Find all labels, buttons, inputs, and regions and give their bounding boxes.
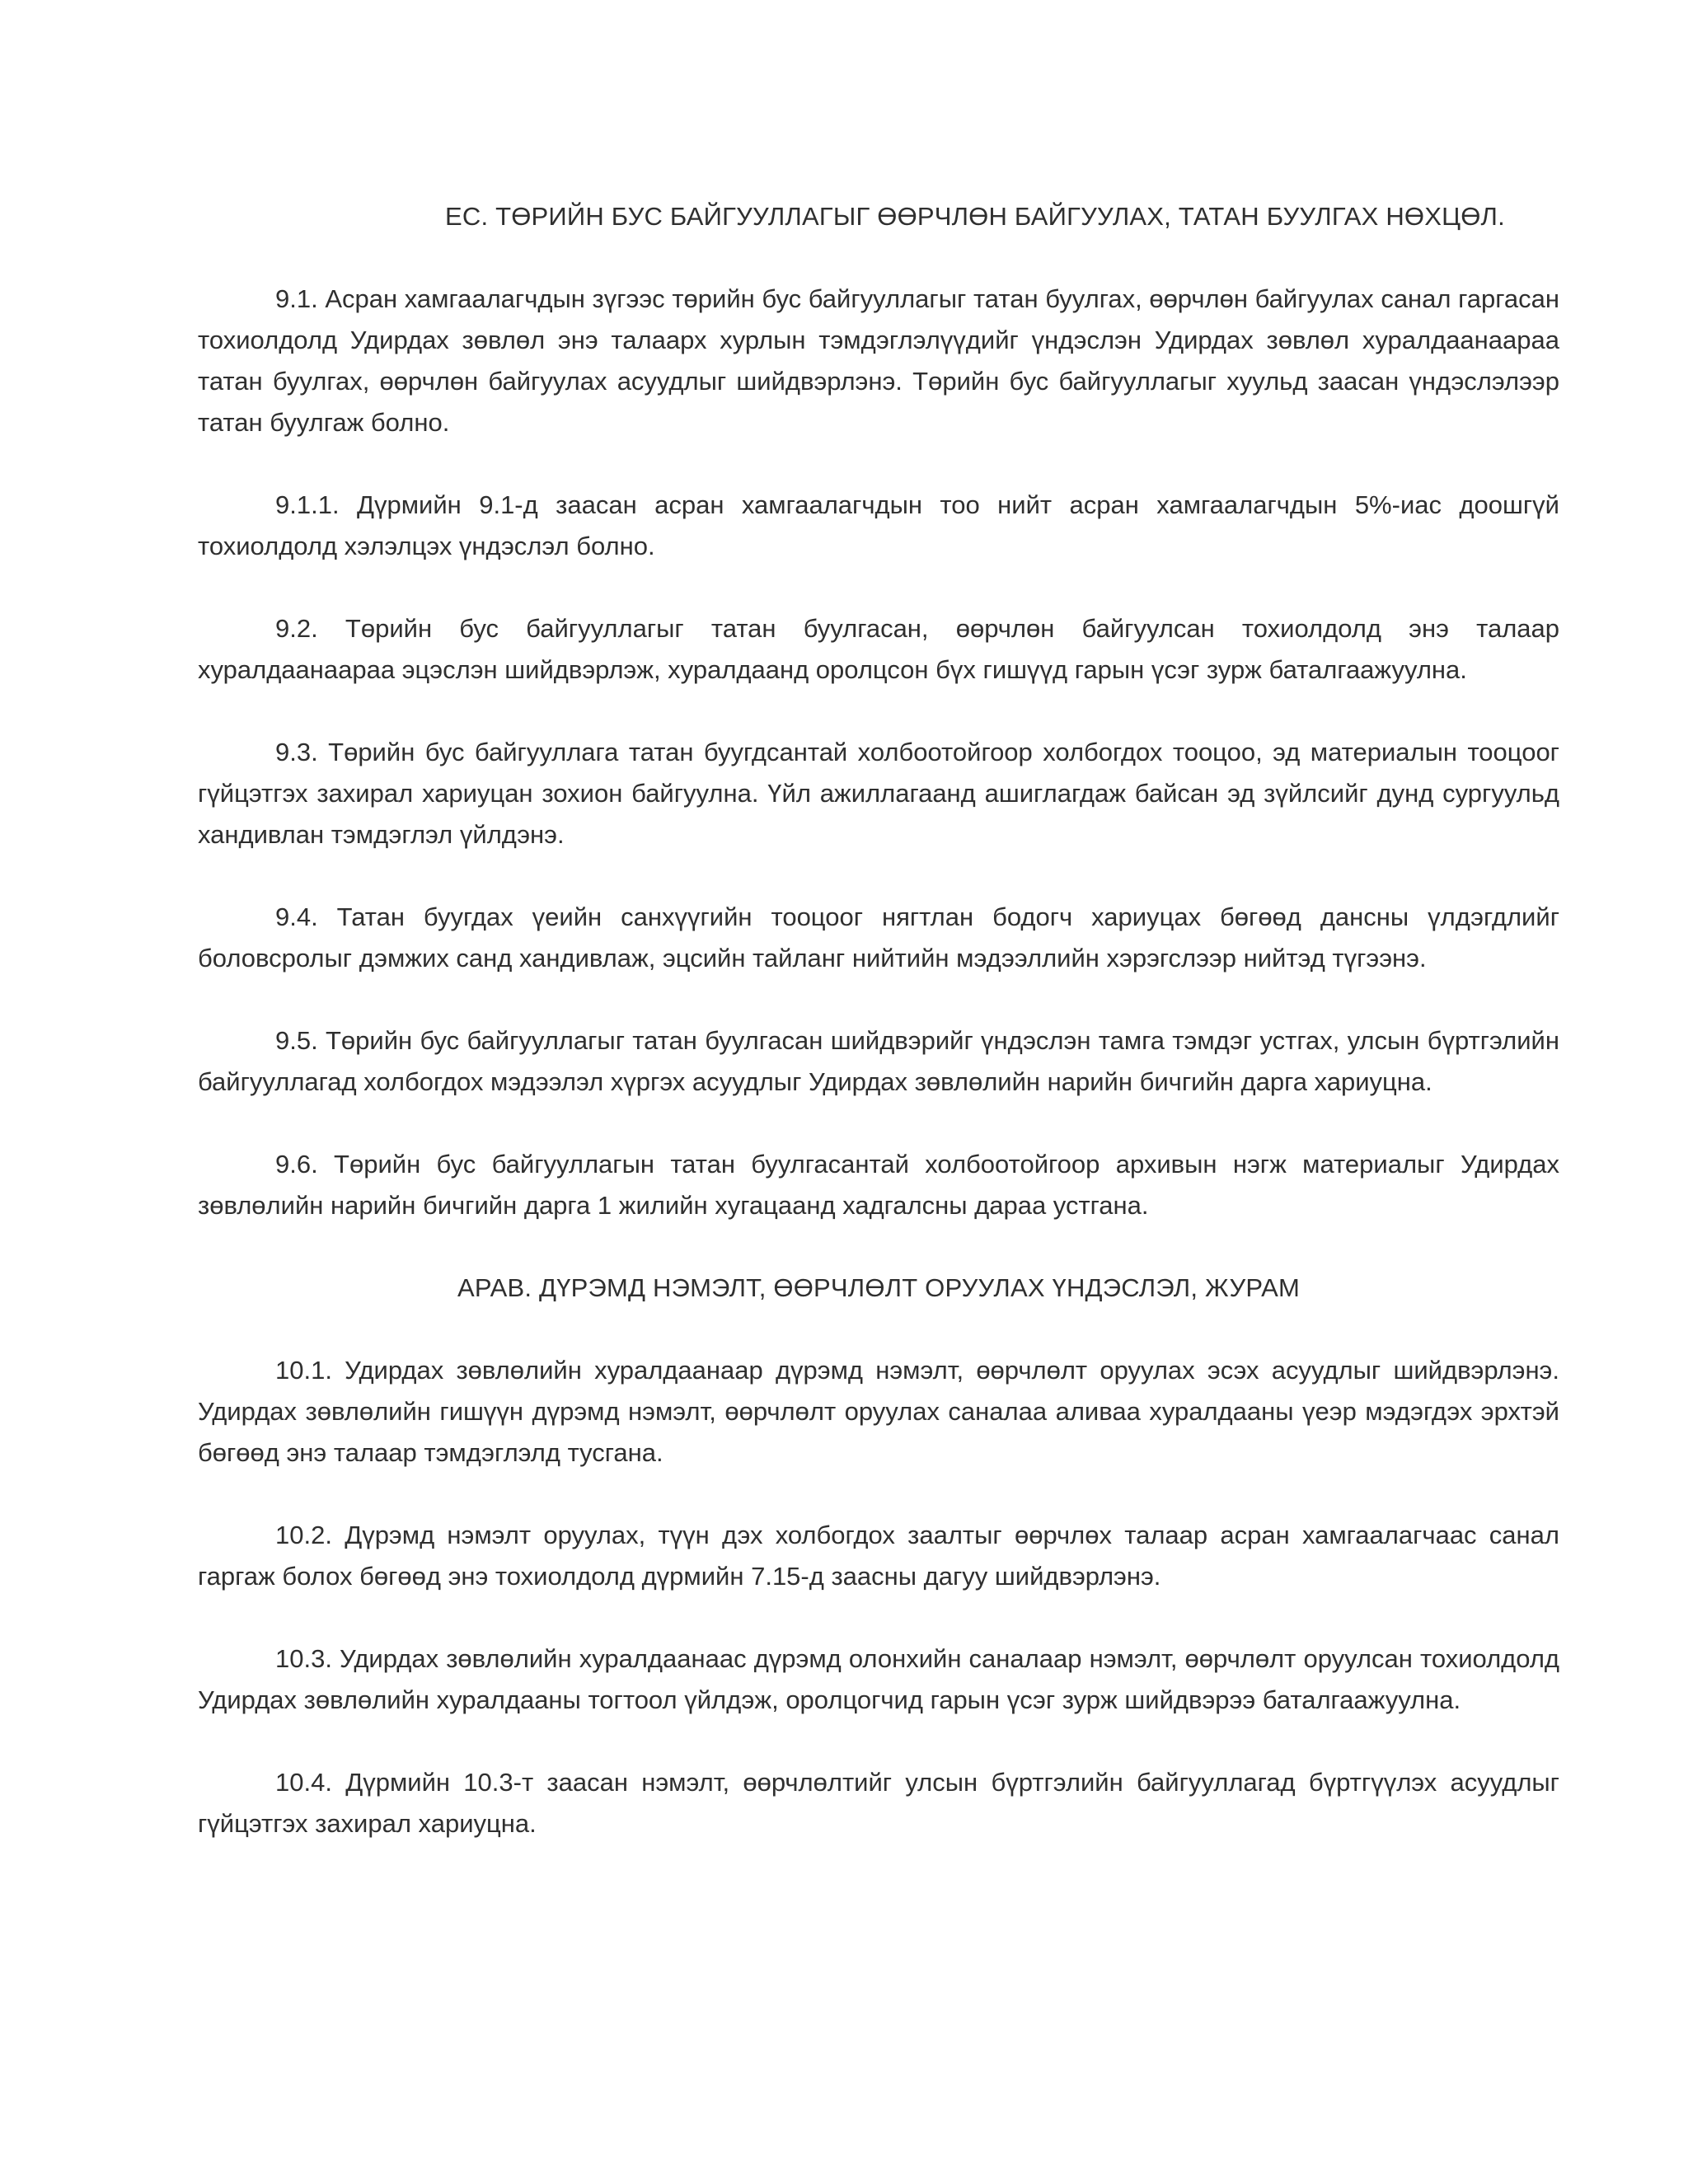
- spacer: [198, 691, 1559, 732]
- paragraph-10-1: 10.1. Удирдах зөвлөлийн хуралдаанаар дүрэмд нэмэлт, өөрчлөлт оруулах эсэх асуудлыг шийдвэрлэнэ. Удирдах зөвлөлийн гишүүн дүрэмд нэмэлт, өөрчлөлт оруулах саналаа аливаа хуралдааны үеэр мэдэгдэх эрхтэй бөгөөд энэ талаар тэмдэглэлд тусгана.: [198, 1356, 1559, 1467]
- spacer: [198, 1474, 1559, 1515]
- spacer: [198, 567, 1559, 608]
- paragraph-9-4: 9.4. Татан буугдах үеийн санхүүгийн тооцоог нягтлан бодогч хариуцах бөгөөд дансны үлдэгдлийг боловсролыг дэмжих санд хандивлаж, эцсийн тайланг нийтийн мэдээллийн хэрэгслээр нийтэд түгээнэ.: [198, 902, 1559, 972]
- document-page: [198, 196, 1559, 1844]
- section-9-heading: ЕС. ТӨРИЙН БУС БАЙГУУЛЛАГЫГ ӨӨРЧЛӨН БАЙГУУЛАХ, ТАТАН БУУЛГАХ НӨХЦӨЛ.: [445, 202, 1505, 231]
- paragraph-9-3: 9.3. Төрийн бус байгууллага татан буугдсантай холбоотойгоор холбогдох тооцоо, эд материалын тооцоог гүйцэтгэх захирал хариуцан зохион байгуулна. Үйл ажиллагаанд ашиглагдаж байсан эд зүйлсийг дунд сургуульд хандивлан тэмдэглэл үйлдэнэ.: [198, 738, 1559, 849]
- paragraph-10-2: 10.2. Дүрэмд нэмэлт оруулах, түүн дэх холбогдох заалтыг өөрчлөх талаар асран хамгаалагчаас санал гаргаж болох бөгөөд энэ тохиолдолд дүрмийн 7.15-д заасны дагуу шийдвэрлэнэ.: [198, 1521, 1559, 1591]
- spacer: [198, 1103, 1559, 1144]
- paragraph-9-1-1: 9.1.1. Дүрмийн 9.1-д заасан асран хамгаалагчдын тоо нийт асран хамгаалагчдын 5%-иас доошгүй тохиолдолд хэлэлцэх үндэслэл болно.: [198, 490, 1559, 560]
- paragraph-9-1: 9.1. Асран хамгаалагчдын зүгээс төрийн бус байгууллагыг татан буулгах, өөрчлөн байгуулах санал гаргасан тохиолдолд Удирдах зөвлөл энэ талаарх хурлын тэмдэглэлүүдийг үндэслэн Удирдах зөвлөл хуралдаанаараа татан буулгах, өөрчлөн байгуулах асуудлыг шийдвэрлэнэ. Төрийн бус байгууллагыг хуульд заасан үндэслэлээр татан буулгаж болно.: [198, 284, 1559, 437]
- spacer: [198, 237, 1559, 279]
- paragraph-9-5: 9.5. Төрийн бус байгууллагыг татан буулгасан шийдвэрийг үндэслэн тамга тэмдэг устгах, улсын бүртгэлийн байгууллагад холбогдох мэдээлэл хүргэх асуудлыг Удирдах зөвлөлийн нарийн бичгийн дарга хариуцна.: [198, 1026, 1559, 1096]
- paragraph-9-2: 9.2. Төрийн бус байгууллагыг татан буулгасан, өөрчлөн байгуулсан тохиолдолд энэ талаар хуралдаанаараа эцэслэн шийдвэрлэж, хуралдаанд оролцсон бүх гишүүд гарын үсэг зурж баталгаажуулна.: [198, 614, 1559, 684]
- paragraph-10-4: 10.4. Дүрмийн 10.3-т заасан нэмэлт, өөрчлөлтийг улсын бүртгэлийн байгууллагад бүртгүүлэх асуудлыг гүйцэтгэх захирал хариуцна.: [198, 1768, 1559, 1838]
- spacer: [198, 1721, 1559, 1762]
- spacer: [198, 979, 1559, 1020]
- spacer: [198, 1597, 1559, 1638]
- spacer: [198, 443, 1559, 485]
- spacer: [198, 1309, 1559, 1350]
- paragraph-9-6: 9.6. Төрийн бус байгууллагын татан буулгасантай холбоотойгоор архивын нэгж материалыг Удирдах зөвлөлийн нарийн бичгийн дарга 1 жилийн хугацаанд хадгалсны дараа устгана.: [198, 1150, 1559, 1220]
- paragraph-10-3: 10.3. Удирдах зөвлөлийн хуралдаанаас дүрэмд олонхийн саналаар нэмэлт, өөрчлөлт оруулсан тохиолдолд Удирдах зөвлөлийн хуралдааны тогтоол үйлдэж, оролцогчид гарын үсэг зурж шийдвэрээ баталгаажуулна.: [198, 1644, 1559, 1714]
- spacer: [198, 1226, 1559, 1268]
- spacer: [198, 855, 1559, 897]
- section-10-heading: АРАВ. ДҮРЭМД НЭМЭЛТ, ӨӨРЧЛӨЛТ ОРУУЛАХ ҮНДЭСЛЭЛ, ЖУРАМ: [457, 1273, 1301, 1302]
